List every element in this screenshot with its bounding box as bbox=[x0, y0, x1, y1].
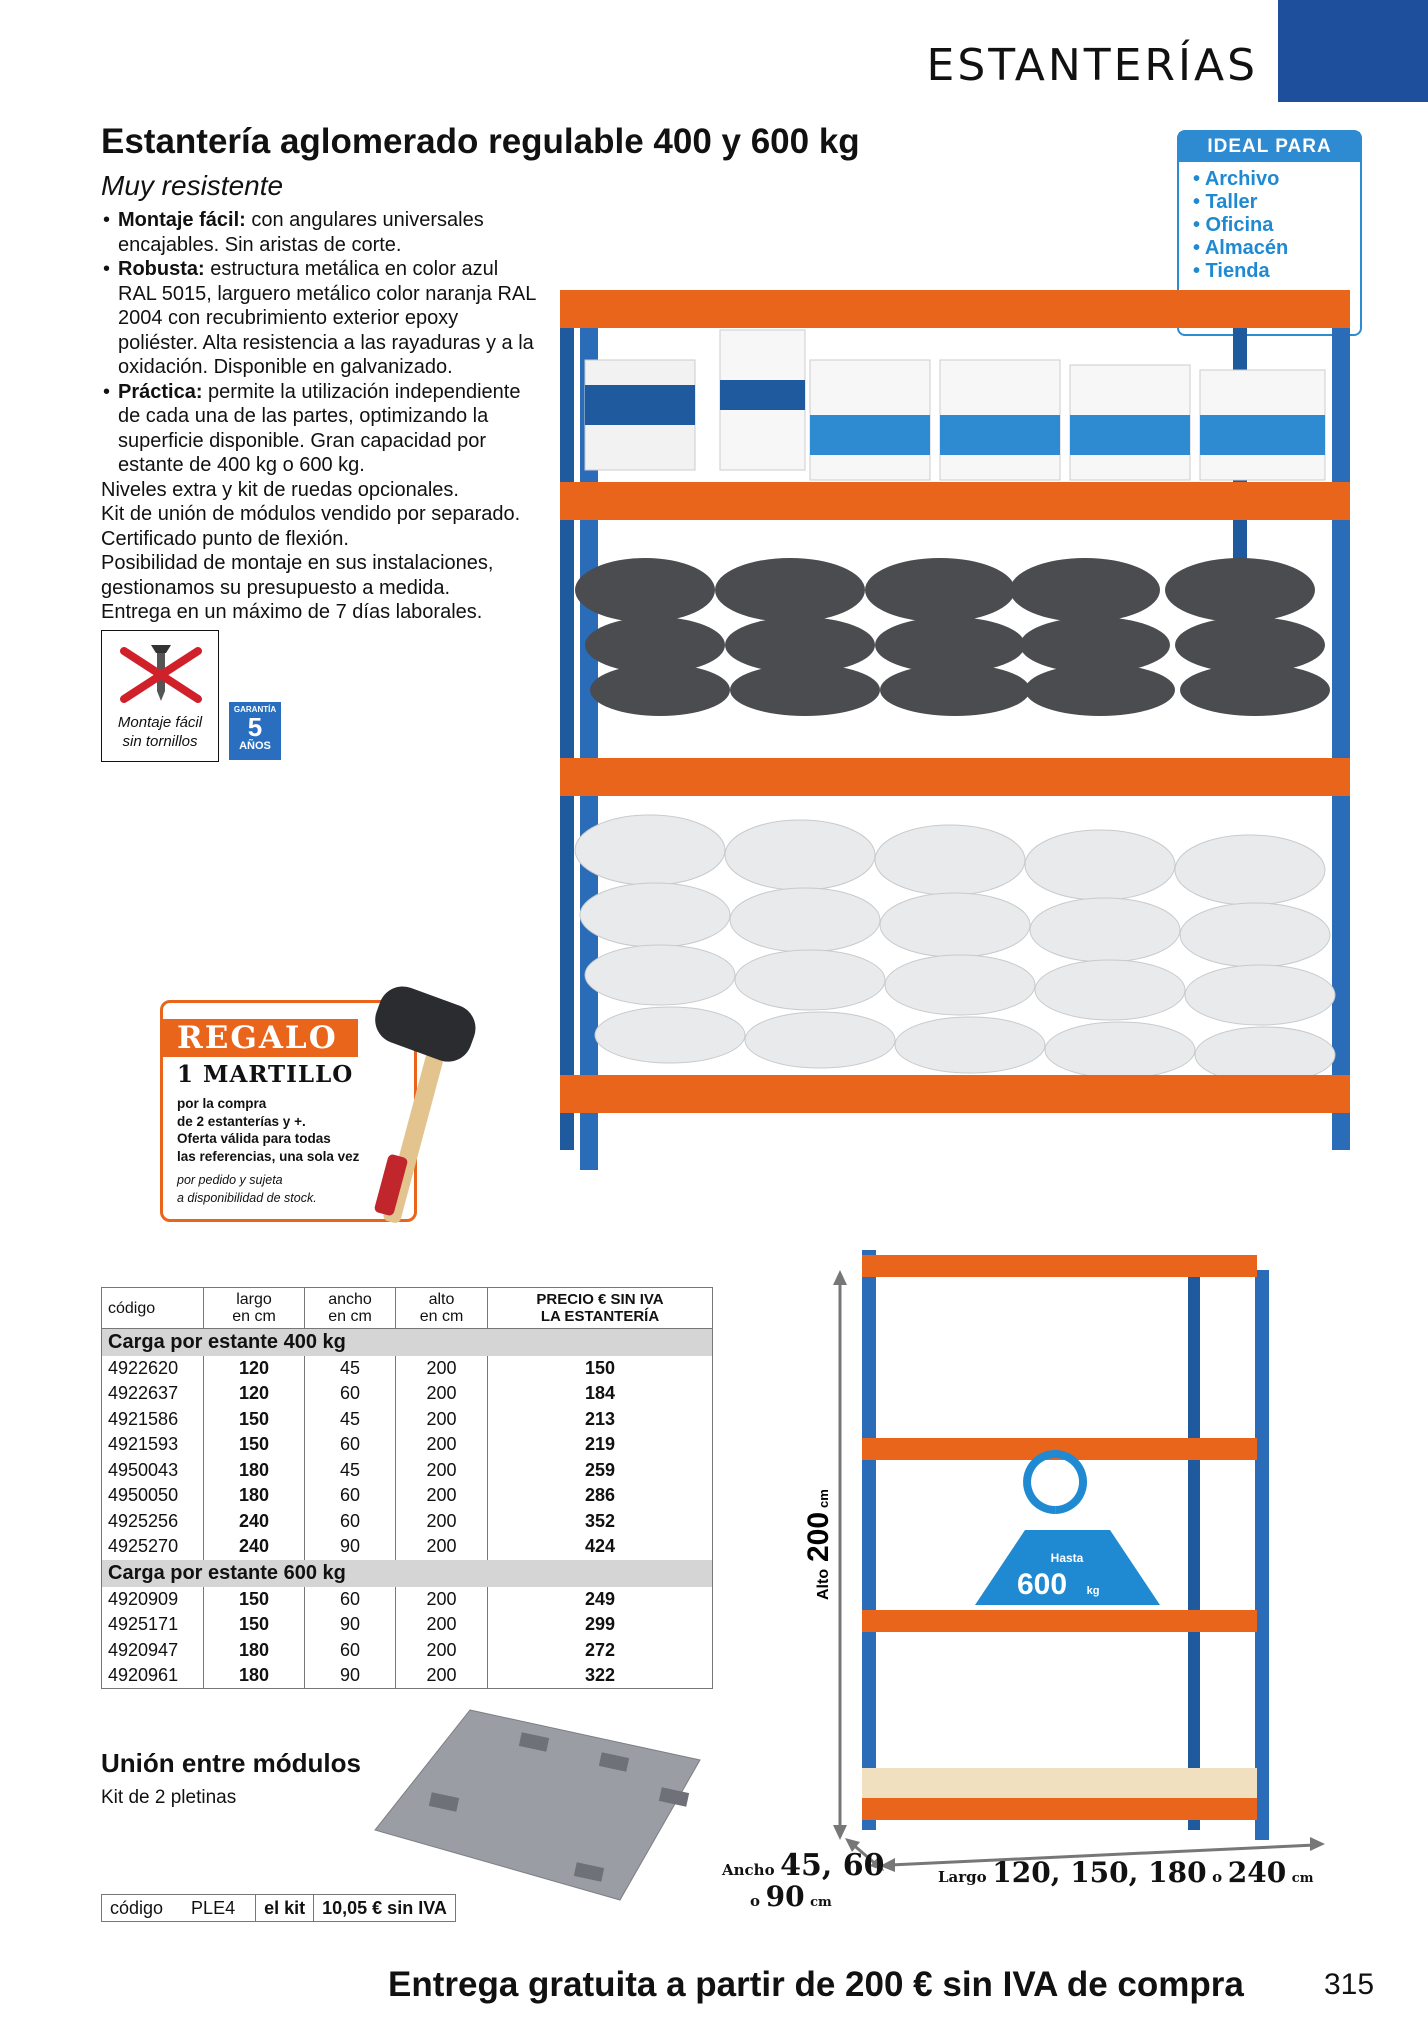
arrow-head-icon bbox=[833, 1270, 847, 1285]
cell-alto: 200 bbox=[396, 1638, 488, 1664]
cell-alto: 200 bbox=[396, 1432, 488, 1458]
feature-item bbox=[101, 380, 541, 478]
table-row bbox=[102, 1381, 713, 1407]
cell-code: 4920947 bbox=[102, 1638, 204, 1664]
price-table-body bbox=[102, 1329, 713, 1689]
shelf-upright bbox=[1255, 1270, 1269, 1840]
cell-price: 322 bbox=[488, 1663, 713, 1689]
col-alto-line: alto bbox=[428, 1291, 455, 1308]
cell-price: 299 bbox=[488, 1612, 713, 1638]
cell-ancho: 60 bbox=[305, 1483, 396, 1509]
table-group-row bbox=[102, 1329, 713, 1356]
cell-ancho: 60 bbox=[305, 1587, 396, 1613]
feature-text: con angulares universales encajables. Sin aristas de corte. bbox=[118, 209, 484, 256]
arrow-head-icon bbox=[833, 1825, 847, 1840]
warranty-years: 5 bbox=[247, 712, 263, 742]
cell-ancho: 60 bbox=[305, 1381, 396, 1407]
col-ancho-line: en cm bbox=[328, 1308, 372, 1325]
shelf-beam bbox=[560, 1075, 1350, 1113]
table-row bbox=[102, 1612, 713, 1638]
cell-alto: 200 bbox=[396, 1534, 488, 1560]
cell-price: 150 bbox=[488, 1356, 713, 1382]
note: Niveles extra y kit de ruedas opcionales. bbox=[101, 478, 459, 501]
cell-largo: 150 bbox=[204, 1407, 305, 1433]
kit-price: 10,05 € sin IVA bbox=[314, 1895, 456, 1922]
gift-title: REGALO bbox=[163, 1019, 358, 1057]
group-label: Carga por estante 400 kg bbox=[102, 1329, 713, 1356]
col-alto-line: en cm bbox=[419, 1308, 464, 1325]
union-subtitle: Kit de 2 pletinas bbox=[101, 1787, 237, 1808]
width-dimension-last bbox=[750, 1880, 832, 1913]
feature-item bbox=[101, 208, 541, 257]
cell-alto: 200 bbox=[396, 1483, 488, 1509]
col-ancho-line: ancho bbox=[328, 1291, 372, 1308]
feature-item bbox=[101, 257, 541, 380]
kit-row bbox=[102, 1895, 456, 1922]
width-dimension bbox=[722, 1848, 885, 1883]
section-title: ESTANTERÍAS bbox=[926, 40, 1258, 91]
kit-table bbox=[101, 1894, 456, 1922]
section-tab bbox=[1278, 0, 1428, 102]
ideal-for-item: • Archivo bbox=[1193, 168, 1280, 190]
weight-unit: kg bbox=[1086, 1585, 1100, 1597]
ideal-for-item: • Tienda bbox=[1193, 260, 1270, 282]
feature-label: Práctica: bbox=[118, 380, 203, 403]
feature-text: permite la utilización independiente de cada una de las partes, optimizando la superficie disponible. Gran capacidad por estante de 400 kg o 600 kg. bbox=[118, 380, 521, 476]
width-last: 90 bbox=[765, 1880, 805, 1913]
cell-largo: 180 bbox=[204, 1638, 305, 1664]
shelf-dimension-diagram bbox=[802, 1240, 1330, 1930]
feature-list bbox=[101, 208, 541, 478]
cell-alto: 200 bbox=[396, 1612, 488, 1638]
width-or: o bbox=[750, 1892, 761, 1910]
note: Certificado punto de flexión. bbox=[101, 527, 349, 550]
cell-code: 4925256 bbox=[102, 1509, 204, 1535]
height-unit: cm bbox=[816, 1489, 831, 1508]
cell-largo: 120 bbox=[204, 1381, 305, 1407]
ideal-for-item: • Oficina bbox=[1193, 214, 1274, 236]
table-row bbox=[102, 1407, 713, 1433]
col-largo-line: en cm bbox=[232, 1308, 276, 1325]
shelf-upright bbox=[1188, 1270, 1200, 1830]
warranty-unit: AÑOS bbox=[239, 740, 271, 752]
cell-code: 4921593 bbox=[102, 1432, 204, 1458]
ideal-for-item: • Taller bbox=[1193, 191, 1258, 213]
feature-label: Robusta: bbox=[118, 258, 205, 280]
col-alto bbox=[396, 1288, 488, 1329]
warranty-label: GARANTÍA bbox=[233, 705, 277, 714]
union-title: Unión entre módulos bbox=[101, 1748, 361, 1778]
feature-label: Montaje fácil: bbox=[118, 209, 246, 231]
note: Entrega en un máximo de 7 días laborales. bbox=[101, 601, 483, 623]
col-code: código bbox=[102, 1288, 204, 1329]
cell-price: 286 bbox=[488, 1483, 713, 1509]
no-screws-label-line: sin tornillos bbox=[122, 733, 198, 750]
weight-value: 600 bbox=[1016, 1568, 1068, 1601]
shelf-upright bbox=[862, 1250, 876, 1830]
cell-price: 249 bbox=[488, 1587, 713, 1613]
cell-price: 184 bbox=[488, 1381, 713, 1407]
product-description bbox=[101, 208, 541, 625]
cell-alto: 200 bbox=[396, 1356, 488, 1382]
kit-unit: el kit bbox=[256, 1895, 314, 1922]
weight-label: Hasta bbox=[1050, 1551, 1084, 1565]
page-number: 315 bbox=[1324, 1968, 1375, 2001]
group-label: Carga por estante 600 kg bbox=[102, 1560, 713, 1587]
cell-ancho: 45 bbox=[305, 1356, 396, 1382]
width-label: Ancho bbox=[722, 1861, 775, 1879]
product-subtitle: Muy resistente bbox=[101, 170, 284, 201]
table-row bbox=[102, 1458, 713, 1484]
cell-ancho: 90 bbox=[305, 1612, 396, 1638]
mallet-icon bbox=[355, 985, 485, 1235]
table-row bbox=[102, 1483, 713, 1509]
shelf-beam bbox=[560, 482, 1350, 520]
table-row bbox=[102, 1432, 713, 1458]
col-price-line: PRECIO € SIN IVA bbox=[536, 1291, 664, 1308]
cell-code: 4920961 bbox=[102, 1663, 204, 1689]
no-screws-label bbox=[102, 713, 218, 751]
cell-code: 4922620 bbox=[102, 1356, 204, 1382]
shelf-board bbox=[862, 1768, 1257, 1798]
cell-code: 4920909 bbox=[102, 1587, 204, 1613]
shelf-photo bbox=[540, 270, 1360, 1170]
cell-largo: 180 bbox=[204, 1458, 305, 1484]
cell-ancho: 45 bbox=[305, 1407, 396, 1433]
height-value: 200 bbox=[802, 1511, 835, 1562]
shelf-beam bbox=[862, 1798, 1257, 1820]
no-screws-badge bbox=[101, 630, 219, 762]
cell-largo: 240 bbox=[204, 1534, 305, 1560]
length-dimension bbox=[938, 1856, 1313, 1889]
shelf-upright bbox=[1332, 310, 1350, 1150]
table-header-row bbox=[102, 1288, 713, 1329]
warranty-badge bbox=[229, 702, 281, 760]
cell-price: 272 bbox=[488, 1638, 713, 1664]
table-row bbox=[102, 1356, 713, 1382]
cell-alto: 200 bbox=[396, 1407, 488, 1433]
arrow-head-icon bbox=[1310, 1837, 1325, 1851]
shelf-beam bbox=[862, 1255, 1257, 1277]
width-unit: cm bbox=[810, 1895, 832, 1910]
product-title: Estantería aglomerado regulable 400 y 600 kg bbox=[101, 122, 860, 161]
cell-code: 4950043 bbox=[102, 1458, 204, 1484]
col-largo bbox=[204, 1288, 305, 1329]
length-values: 120, 150, 180 bbox=[992, 1856, 1207, 1889]
col-largo-line: largo bbox=[236, 1291, 272, 1308]
gift-item: 1 MARTILLO bbox=[177, 1061, 354, 1088]
cell-price: 352 bbox=[488, 1509, 713, 1535]
note: Kit de unión de módulos vendido por separado. bbox=[101, 503, 521, 525]
gift-condition-line: por la compra bbox=[177, 1096, 267, 1111]
kit-code-label-text: código bbox=[110, 1897, 164, 1918]
kit-code: PLE4 bbox=[191, 1897, 236, 1918]
cell-price: 213 bbox=[488, 1407, 713, 1433]
gift-condition-line: de 2 estanterías y +. bbox=[177, 1113, 306, 1129]
shelf-beam bbox=[560, 758, 1350, 796]
shelf-beam bbox=[862, 1610, 1257, 1632]
cell-ancho: 90 bbox=[305, 1663, 396, 1689]
cell-alto: 200 bbox=[396, 1587, 488, 1613]
cell-largo: 150 bbox=[204, 1432, 305, 1458]
cell-alto: 200 bbox=[396, 1509, 488, 1535]
cell-ancho: 90 bbox=[305, 1534, 396, 1560]
table-group-row bbox=[102, 1560, 713, 1587]
union-plate-image bbox=[370, 1700, 710, 1910]
cell-code: 4925171 bbox=[102, 1612, 204, 1638]
cell-code: 4922637 bbox=[102, 1381, 204, 1407]
table-row bbox=[102, 1534, 713, 1560]
cell-price: 259 bbox=[488, 1458, 713, 1484]
cell-ancho: 60 bbox=[305, 1638, 396, 1664]
table-row bbox=[102, 1663, 713, 1689]
length-last: 240 bbox=[1227, 1856, 1287, 1889]
length-label: Largo bbox=[938, 1868, 987, 1886]
cell-code: 4950050 bbox=[102, 1483, 204, 1509]
width-values: 45, 60 bbox=[780, 1848, 885, 1883]
cell-price: 219 bbox=[488, 1432, 713, 1458]
gift-condition-line: Oferta válida para todas bbox=[177, 1131, 331, 1146]
no-screws-label-line: Montaje fácil bbox=[117, 714, 203, 731]
cell-code: 4921586 bbox=[102, 1407, 204, 1433]
col-price-line: LA ESTANTERÍA bbox=[540, 1308, 660, 1325]
cell-largo: 180 bbox=[204, 1663, 305, 1689]
paint-buckets bbox=[585, 330, 1325, 480]
cell-ancho: 60 bbox=[305, 1509, 396, 1535]
cell-alto: 200 bbox=[396, 1381, 488, 1407]
table-row bbox=[102, 1587, 713, 1613]
cell-price: 424 bbox=[488, 1534, 713, 1560]
gift-fine-print bbox=[177, 1171, 317, 1207]
ideal-for-list bbox=[1179, 162, 1360, 283]
note: Posibilidad de montaje en sus instalaciones, gestionamos su presupuesto a medida. bbox=[101, 552, 494, 599]
no-screw-icon bbox=[116, 637, 206, 709]
table-row bbox=[102, 1638, 713, 1664]
kit-code-label bbox=[102, 1895, 256, 1922]
gravel-sacks bbox=[575, 558, 1330, 716]
length-unit: cm bbox=[1291, 1871, 1314, 1886]
weight-icon bbox=[975, 1454, 1160, 1605]
white-sacks bbox=[575, 815, 1335, 1083]
ideal-for-item: • Almacén bbox=[1193, 237, 1289, 259]
cell-code: 4925270 bbox=[102, 1534, 204, 1560]
feature-text: estructura metálica en color azul RAL 5015, larguero metálico color naranja RAL 2004 con recubrimiento exterior epoxy poliéster. Alta resistencia a las rayaduras y a la oxidación. Disponible en galvanizado. bbox=[118, 258, 536, 378]
cell-largo: 180 bbox=[204, 1483, 305, 1509]
height-label: Alto bbox=[815, 1568, 832, 1600]
cell-largo: 120 bbox=[204, 1356, 305, 1382]
cell-largo: 240 bbox=[204, 1509, 305, 1535]
price-table bbox=[101, 1287, 713, 1689]
gift-condition-line: las referencias, una sola vez bbox=[177, 1148, 360, 1164]
shelf-upright bbox=[560, 310, 574, 1150]
cell-largo: 150 bbox=[204, 1587, 305, 1613]
ideal-for-title: IDEAL PARA bbox=[1179, 132, 1360, 162]
cell-alto: 200 bbox=[396, 1663, 488, 1689]
cell-alto: 200 bbox=[396, 1458, 488, 1484]
gift-fine-line: por pedido y sujeta bbox=[177, 1173, 283, 1187]
shelf-beam bbox=[560, 290, 1350, 328]
table-row bbox=[102, 1509, 713, 1535]
col-ancho bbox=[305, 1288, 396, 1329]
gift-fine-line: a disponibilidad de stock. bbox=[177, 1191, 317, 1205]
length-or: o bbox=[1212, 1868, 1223, 1886]
cell-largo: 150 bbox=[204, 1612, 305, 1638]
delivery-promo: Entrega gratuita a partir de 200 € sin IVA de compra bbox=[388, 1965, 1244, 2004]
col-price bbox=[488, 1288, 713, 1329]
cell-ancho: 60 bbox=[305, 1432, 396, 1458]
cell-ancho: 45 bbox=[305, 1458, 396, 1484]
